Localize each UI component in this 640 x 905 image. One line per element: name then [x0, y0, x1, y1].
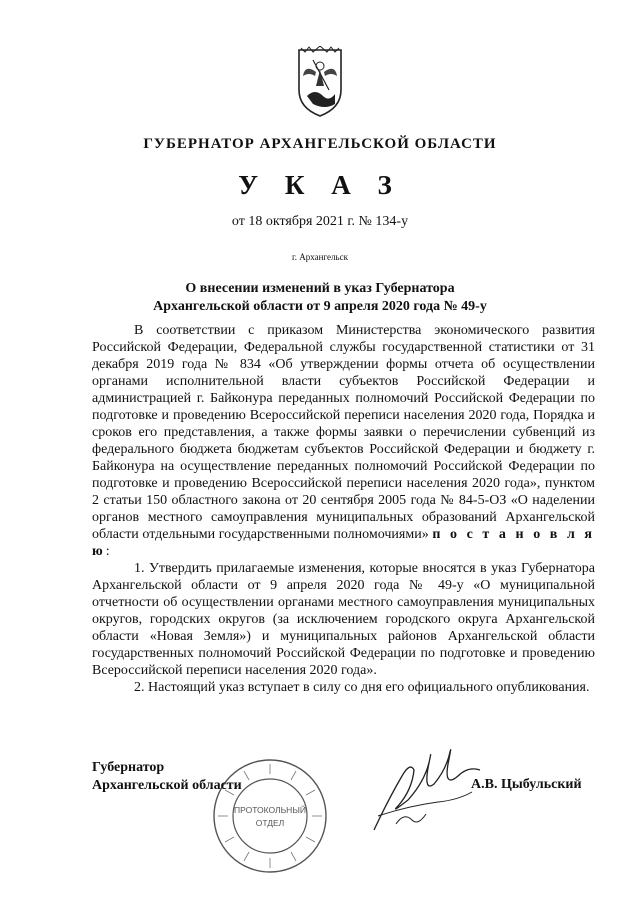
city-label: г. Архангельск	[292, 252, 348, 262]
preamble-text: В соответствии с приказом Министерства экономического развития Российской Федерации, Федеральной службы государственной статистики от 31 декабря 2019 года № 834 «Об утверждении формы отчета об осуществлении органами исполнительной власти субъектов Российской Федерации и администрацией г. Байконура переданных полномочий Российской Федерации по подготовке и проведению Всероссийской переписи населения 2020 года, Порядка и сроков его представления, а также формы заявки о перечислении субвенций из федерального бюджета бюджетам субъектов Российской Федерации и бюджету г. Байконура на осуществление переданных полномочий Российской Федерации по подготовке и проведению Всероссийской переписи населения 2020 года», пунктом 2 статьи 150 областного закона от 20 сентября 2005 года № 84-5-ОЗ «О наделении органов местного самоуправления муниципальных образований Архангельской области отдельными государственными полномочиями»	[92, 323, 595, 542]
stamp-text-line-1: ПРОТОКОЛЬНЫЙ	[234, 805, 306, 815]
archangel-coat-of-arms-icon	[295, 46, 345, 118]
resolves-colon: :	[105, 544, 110, 559]
handwritten-signature-icon	[368, 740, 483, 840]
signatory-name: А.В. Цыбульский	[471, 777, 582, 792]
resolves-word: п о с т а н о в л я ю	[92, 527, 596, 559]
position-line-2: Архангельской области	[92, 778, 242, 793]
clause-2: 2. Настоящий указ вступает в силу со дня его официального опубликования.	[134, 680, 590, 695]
preamble-paragraph	[92, 322, 595, 560]
signatory-position	[92, 759, 242, 795]
document-body	[92, 322, 595, 696]
stamp-text-line-2: ОТДЕЛ	[255, 818, 285, 828]
subject-line-2: Архангельской области от 9 апреля 2020 года № 49-у	[153, 299, 487, 314]
clause-1: 1. Утвердить прилагаемые изменения, которые вносятся в указ Губернатора Архангельской области от 9 апреля 2020 года № 49-у «О муниципальной отчетности об осуществлении органами местного самоуправления муниципальных округов, городских округов (за исключением городского округа Архангельской области «Новая Земля») и муниципальных районов Архангельской области государственных полномочий Российской Федерации по подготовке и проведению Всероссийской переписи населения 2020 года».	[92, 561, 595, 678]
position-line-1: Губернатор	[92, 760, 165, 775]
subject-line-1: О внесении изменений в указ Губернатора	[185, 281, 455, 296]
document-type: У К А З	[238, 170, 402, 200]
date-number: от 18 октября 2021 г. № 134-у	[231, 214, 409, 229]
authority-title: ГУБЕРНАТОР АРХАНГЕЛЬСКОЙ ОБЛАСТИ	[143, 136, 497, 152]
document-subject	[0, 280, 640, 316]
